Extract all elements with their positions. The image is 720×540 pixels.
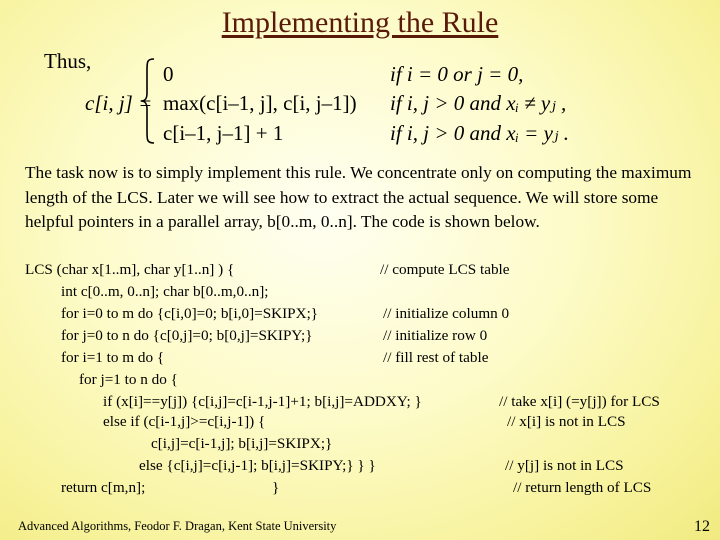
code-comment: // compute LCS table <box>380 261 510 278</box>
code-comment: // x[i] is not in LCS <box>507 413 626 430</box>
page-number: 12 <box>694 518 710 535</box>
code-line: } <box>272 479 280 496</box>
code-line: for j=0 to n do {c[0,j]=0; b[0,j]=SKIPY;} <box>61 327 313 344</box>
case-condition-1: if i = 0 or j = 0, <box>390 62 524 86</box>
code-line: LCS (char x[1..m], char y[1..n] ) { <box>25 261 235 278</box>
slide-title: Implementing the Rule <box>221 6 499 39</box>
code-line: for i=1 to m do { <box>61 349 165 366</box>
code-comment: // initialize column 0 <box>383 305 510 322</box>
code-comment: // y[j] is not in LCS <box>505 457 624 474</box>
case-condition-2: if i, j > 0 and xᵢ ≠ yⱼ , <box>390 91 567 115</box>
code-comment: // return length of LCS <box>513 479 652 496</box>
code-line: for i=0 to m do {c[i,0]=0; b[i,0]=SKIPX;} <box>61 305 319 322</box>
case-condition-3: if i, j > 0 and xᵢ = yⱼ . <box>390 121 569 145</box>
code-line: else if (c[i-1,j]>=c[i,j-1]) { <box>103 413 266 430</box>
intro-text: Thus, <box>44 49 92 73</box>
footer-text: Advanced Algorithms, Feodor F. Dragan, Kent State University <box>18 519 337 533</box>
case-value-2: max(c[i–1, j], c[i, j–1]) <box>163 91 357 115</box>
code-line: if (x[i]==y[j]) {c[i,j]=c[i-1,j-1]+1; b[i,j]=ADDXY; } <box>103 393 422 410</box>
description-paragraph: The task now is to simply implement this rule. We concentrate only on computing the maximum length of the LCS. Later we will see how to extract the actual sequence. We will store some helpful pointers in a parallel array, b[0..m, 0..n]. The code is shown below. <box>25 163 692 232</box>
code-comment: // fill rest of table <box>383 349 489 366</box>
brace-icon <box>140 58 156 144</box>
case-value-1: 0 <box>163 62 174 86</box>
code-line: return c[m,n]; <box>61 479 146 496</box>
code-comment: // initialize row 0 <box>383 327 488 344</box>
code-line: for j=1 to n do { <box>79 371 178 388</box>
code-line: int c[0..m, 0..n]; char b[0..m,0..n]; <box>61 283 269 300</box>
code-line: else {c[i,j]=c[i,j-1]; b[i,j]=SKIPY;} } } <box>139 457 376 474</box>
case-value-3: c[i–1, j–1] + 1 <box>163 121 284 145</box>
code-line: c[i,j]=c[i-1,j]; b[i,j]=SKIPX;} <box>151 435 333 452</box>
formula-lhs: c[i, j] = <box>85 91 153 115</box>
code-comment: // take x[i] (=y[j]) for LCS <box>499 393 660 410</box>
